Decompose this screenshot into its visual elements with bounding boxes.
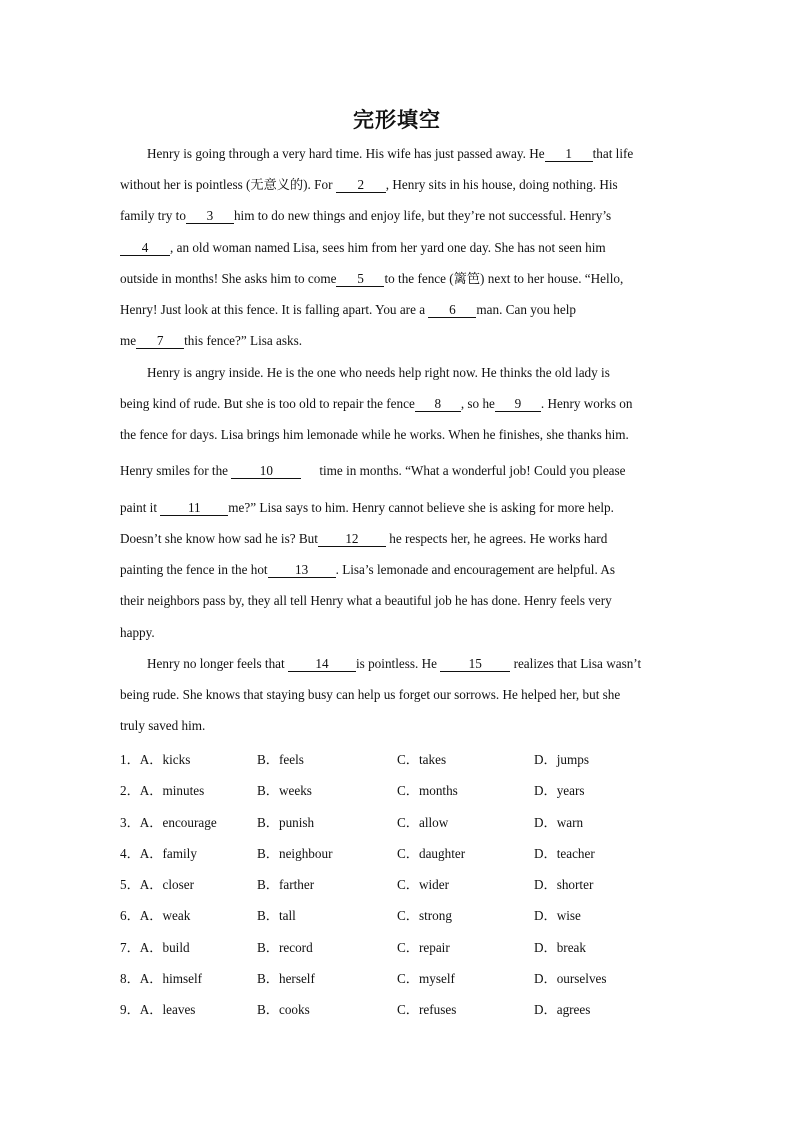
- passage-text: Henry is going through a very hard time. His wife has just passed away. He: [147, 146, 545, 161]
- option-d[interactable]: D．teacher: [534, 845, 595, 861]
- passage-line: [120, 240, 606, 256]
- blank-14[interactable]: 14: [288, 657, 356, 672]
- option-row: [120, 968, 680, 986]
- passage-line: [120, 463, 626, 479]
- passage-text: painting the fence in the hot: [120, 562, 268, 577]
- passage-text: . Henry works on: [540, 396, 633, 411]
- passage-line: [147, 146, 633, 162]
- blank-12[interactable]: 12: [318, 532, 386, 547]
- passage-text: Henry! Just look at this fence. It is falling apart. You are a: [120, 302, 429, 317]
- option-c[interactable]: C．daughter: [397, 845, 466, 861]
- passage-line: [120, 531, 607, 547]
- passage-text: . Lisa’s lemonade and encouragement are helpful. As: [335, 562, 615, 577]
- passage-line: [120, 500, 614, 516]
- option-c[interactable]: C．myself: [397, 970, 455, 986]
- passage-text: that life: [592, 146, 634, 161]
- blank-8[interactable]: 8: [415, 397, 461, 412]
- option-d[interactable]: D．agrees: [534, 1002, 591, 1017]
- passage-text: paint it: [120, 500, 161, 515]
- passage-line: truly saved him.: [120, 718, 206, 733]
- option-c[interactable]: C．allow: [397, 814, 449, 830]
- passage-line: [120, 302, 576, 318]
- option-row: [120, 937, 680, 955]
- passage-text: me?” Lisa says to him. Henry cannot believe she is asking for more help.: [228, 500, 614, 515]
- passage-line: being rude. She knows that staying busy can help us forget our sorrows. He helped her, but she: [120, 687, 621, 702]
- option-b[interactable]: B．feels: [257, 752, 304, 767]
- passage-line: Henry is angry inside. He is the one who needs help right now. He thinks the old lady is: [147, 365, 610, 380]
- option-c[interactable]: C．strong: [397, 908, 452, 924]
- passage-text: , an old woman named Lisa, sees him from her yard one day. She has not seen him: [170, 240, 606, 255]
- option-a[interactable]: 3．A．encourage: [120, 814, 217, 830]
- option-d[interactable]: D．break: [534, 939, 586, 955]
- option-b[interactable]: B．record: [257, 939, 313, 955]
- option-c[interactable]: C．refuses: [397, 1002, 457, 1017]
- passage-text: Doesn’t she know how sad he is? But: [120, 531, 318, 546]
- blank-7[interactable]: 7: [136, 334, 184, 349]
- option-row: [120, 749, 680, 767]
- option-d[interactable]: D．warn: [534, 814, 584, 830]
- option-a[interactable]: 1．A．kicks: [120, 752, 191, 767]
- passage-text: without her is pointless (无意义的). For: [120, 177, 336, 192]
- option-c[interactable]: C．wider: [397, 877, 450, 892]
- option-b[interactable]: B．neighbour: [257, 845, 333, 861]
- passage-text: , Henry sits in his house, doing nothing. His: [385, 177, 618, 192]
- passage-text: him to do new things and enjoy life, but they’re not successful. Henry’s: [233, 208, 612, 223]
- option-a[interactable]: 4．A．family: [120, 845, 197, 861]
- option-c[interactable]: C．months: [397, 783, 458, 799]
- passage-text: Henry smiles for the: [120, 463, 232, 478]
- passage-line: [120, 208, 611, 224]
- option-row: [120, 812, 680, 830]
- passage-text: outside in months! She asks him to come: [120, 271, 337, 286]
- passage-line: [120, 177, 618, 193]
- option-b[interactable]: B．herself: [257, 970, 315, 986]
- passage-line: the fence for days. Lisa brings him lemonade while he works. When he finishes, she thanks him.: [120, 427, 629, 442]
- option-b[interactable]: B．punish: [257, 814, 315, 830]
- option-a[interactable]: 7．A．build: [120, 939, 190, 955]
- option-d[interactable]: D．ourselves: [534, 970, 607, 986]
- blank-3[interactable]: 3: [186, 209, 234, 224]
- passage-text: to the fence (篱笆) next to her house. “Hello,: [384, 271, 624, 286]
- blank-13[interactable]: 13: [268, 563, 336, 578]
- blank-2[interactable]: 2: [336, 178, 386, 193]
- passage-text: man. Can you help: [476, 302, 576, 317]
- option-b[interactable]: B．tall: [257, 908, 296, 924]
- option-b[interactable]: B．weeks: [257, 783, 312, 799]
- blank-4[interactable]: 4: [120, 241, 170, 256]
- option-d[interactable]: D．years: [534, 783, 585, 799]
- option-a[interactable]: 9．A．leaves: [120, 1002, 196, 1017]
- option-row: [120, 999, 680, 1017]
- option-b[interactable]: B．farther: [257, 877, 315, 892]
- passage-line: [147, 656, 641, 672]
- blank-15[interactable]: 15: [440, 657, 510, 672]
- option-row: [120, 874, 680, 892]
- passage-text: realizes that Lisa wasn’t: [510, 656, 642, 671]
- passage-line: their neighbors pass by, they all tell Henry what a beautiful job he has done. Henry feels very: [120, 593, 612, 608]
- option-a[interactable]: 2．A．minutes: [120, 783, 205, 799]
- option-d[interactable]: D．shorter: [534, 877, 594, 892]
- option-a[interactable]: 8．A．himself: [120, 970, 203, 986]
- passage-line: [120, 271, 623, 287]
- passage-text: me: [120, 333, 137, 348]
- passage-line: [120, 562, 615, 578]
- option-a[interactable]: 5．A．closer: [120, 877, 194, 892]
- passage-text: , so he: [460, 396, 495, 411]
- passage-text: time in months. “What a wonderful job! Could you please: [319, 463, 626, 478]
- passage-text: he respects her, he agrees. He works hard: [385, 531, 608, 546]
- option-c[interactable]: C．repair: [397, 939, 450, 955]
- option-a[interactable]: 6．A．weak: [120, 908, 191, 924]
- blank-9[interactable]: 9: [495, 397, 541, 412]
- blank-5[interactable]: 5: [336, 272, 384, 287]
- blank-10[interactable]: 10: [231, 464, 301, 479]
- blank-6[interactable]: 6: [428, 303, 476, 318]
- blank-1[interactable]: 1: [545, 147, 593, 162]
- passage-text: being kind of rude. But she is too old to repair the fence: [120, 396, 415, 411]
- blank-11[interactable]: 11: [160, 501, 228, 516]
- option-b[interactable]: B．cooks: [257, 1002, 310, 1017]
- option-row: [120, 780, 680, 798]
- passage-text: Henry no longer feels that: [147, 656, 288, 671]
- option-d[interactable]: D．jumps: [534, 752, 589, 767]
- option-d[interactable]: D．wise: [534, 908, 581, 924]
- passage-line: [120, 396, 632, 412]
- passage-text: is pointless. He: [356, 656, 441, 671]
- passage-text: family try to: [120, 208, 186, 223]
- option-c[interactable]: C．takes: [397, 752, 447, 767]
- passage-text: this fence?” Lisa asks.: [184, 333, 303, 348]
- passage-line: happy.: [120, 625, 155, 640]
- passage-line: [120, 333, 302, 349]
- option-row: [120, 905, 680, 923]
- option-row: [120, 843, 680, 861]
- page-title: 完形填空: [353, 108, 441, 132]
